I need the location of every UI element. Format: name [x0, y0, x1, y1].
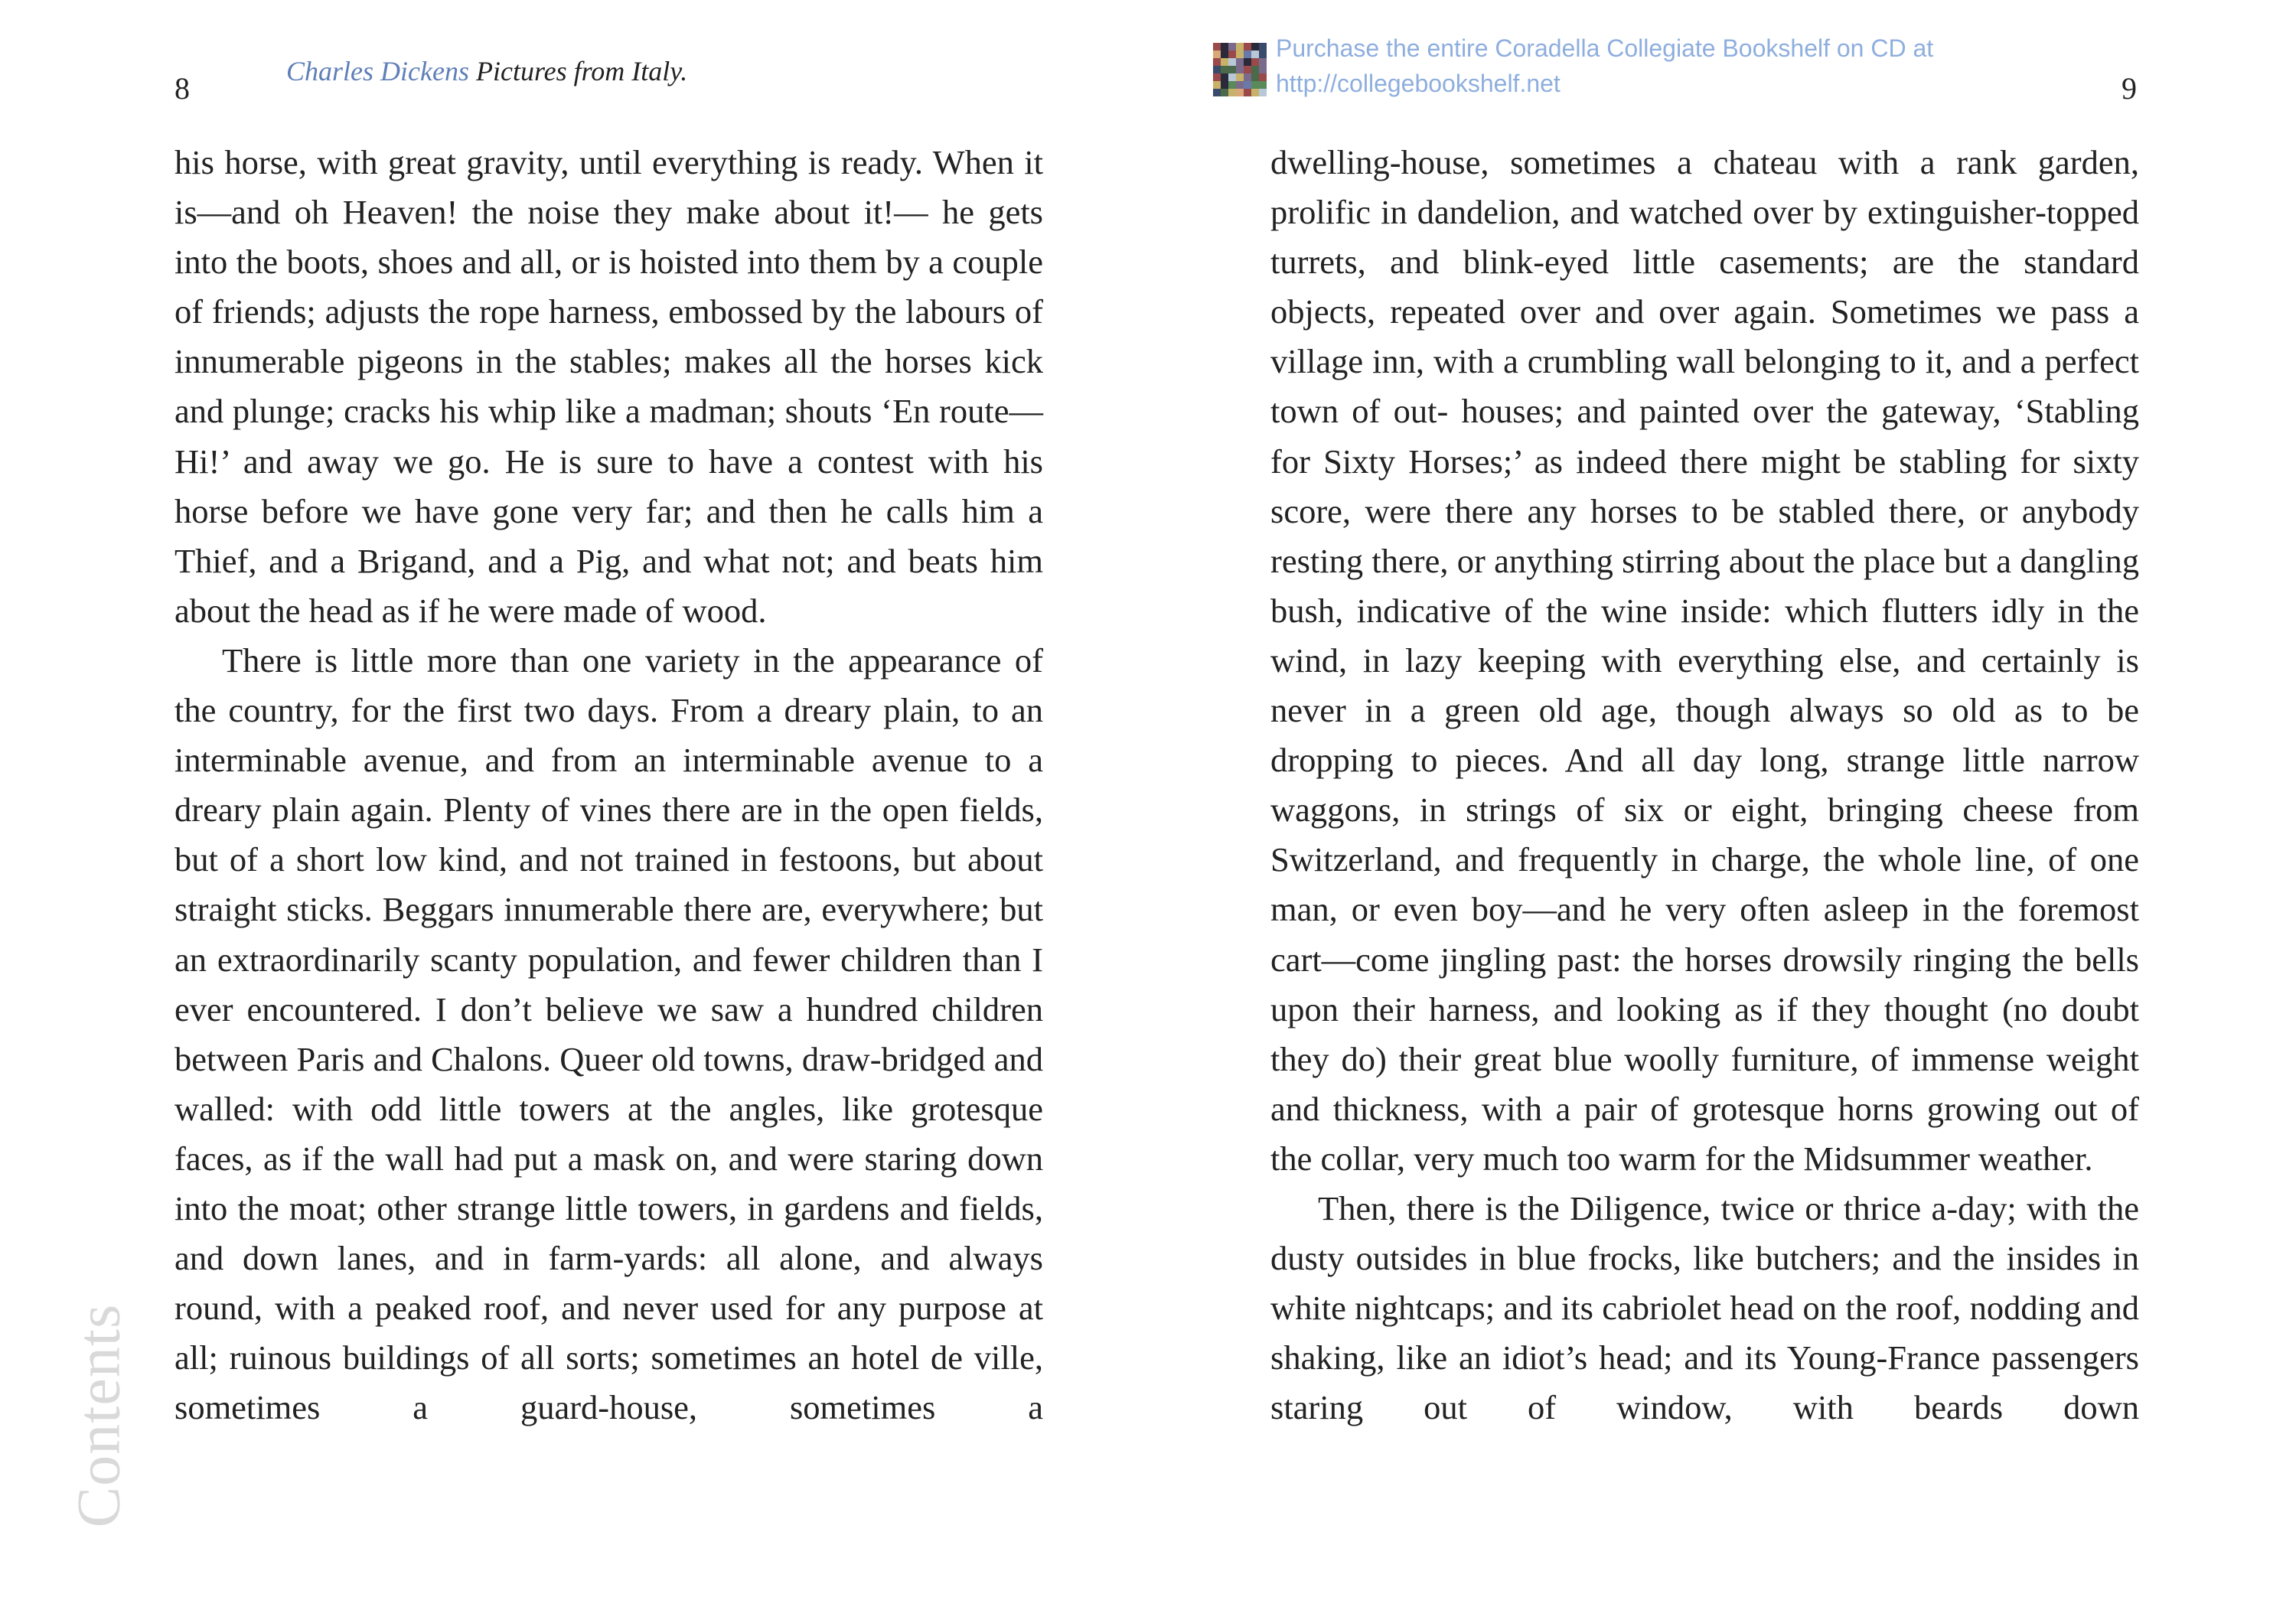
right-page — [1148, 0, 2296, 1607]
mosaic-cell — [1236, 43, 1244, 51]
mosaic-cell — [1228, 73, 1236, 81]
mosaic-cell — [1244, 51, 1251, 58]
mosaic-cell — [1221, 89, 1228, 96]
cd-mosaic-icon — [1213, 43, 1267, 96]
promo-link[interactable]: http://collegebookshelf.net — [1276, 70, 1561, 97]
mosaic-cell — [1259, 58, 1267, 66]
mosaic-cell — [1213, 89, 1221, 96]
mosaic-cell — [1213, 51, 1221, 58]
page-number-left: 8 — [174, 71, 190, 106]
mosaic-cell — [1244, 89, 1251, 96]
mosaic-cell — [1259, 43, 1267, 51]
mosaic-cell — [1236, 73, 1244, 81]
mosaic-cell — [1236, 81, 1244, 89]
right-body-text — [1270, 138, 2139, 1433]
mosaic-cell — [1213, 43, 1221, 51]
promo-text[interactable] — [1276, 31, 1933, 101]
promo-line-1: Purchase the entire Coradella Collegiate Bookshelf on CD at — [1276, 34, 1934, 62]
mosaic-cell — [1221, 58, 1228, 66]
mosaic-cell — [1221, 51, 1228, 58]
mosaic-cell — [1251, 81, 1259, 89]
mosaic-cell — [1236, 66, 1244, 73]
mosaic-cell — [1228, 58, 1236, 66]
mosaic-cell — [1251, 89, 1259, 96]
mosaic-cell — [1213, 81, 1221, 89]
mosaic-cell — [1251, 58, 1259, 66]
running-head-author[interactable]: Charles Dickens — [286, 56, 469, 86]
mosaic-cell — [1251, 51, 1259, 58]
mosaic-cell — [1259, 89, 1267, 96]
mosaic-cell — [1236, 51, 1244, 58]
mosaic-cell — [1244, 73, 1251, 81]
mosaic-cell — [1213, 66, 1221, 73]
mosaic-cell — [1213, 73, 1221, 81]
mosaic-cell — [1221, 81, 1228, 89]
mosaic-cell — [1259, 73, 1267, 81]
mosaic-cell — [1251, 73, 1259, 81]
page-number-right: 9 — [2122, 71, 2137, 106]
left-body-text — [174, 138, 1043, 1433]
mosaic-cell — [1244, 66, 1251, 73]
mosaic-cell — [1259, 81, 1267, 89]
mosaic-cell — [1221, 66, 1228, 73]
mosaic-cell — [1259, 66, 1267, 73]
mosaic-cell — [1236, 89, 1244, 96]
mosaic-cell — [1221, 43, 1228, 51]
promo-banner[interactable] — [1213, 31, 2055, 97]
mosaic-cell — [1213, 58, 1221, 66]
mosaic-cell — [1259, 51, 1267, 58]
mosaic-cell — [1228, 43, 1236, 51]
paragraph: dwelling-house, sometimes a chateau with a rank garden, prolific in dandelion, and watched over by extinguisher-topped turrets, and blink-eyed little casements; are the standard objects, repeated over and over again. Sometimes we pass a village inn, with a crumbling wall belonging to it, and a perfect town of out- houses; and painted over the gateway, ‘Stabling for Sixty Horses;’ as indeed there might be stabling for sixty score, were there any horses to be stabled there, or anybody resting there, or anything stirring about the place but a dangling bush, indicative of the wine inside: which flutters idly in the wind, in lazy keeping with everything else, and certainly is never in a green old age, though always so old as to be dropping to pieces. And all day long, strange little narrow waggons, in strings of six or eight, bringing cheese from Switzerland, and frequently in charge, the whole line, of one man, or even boy—and he very often asleep in the foremost cart—come jingling past: the horses drowsily ringing the bells upon their harness, and looking as if they thought (no doubt they do) their great blue woolly furniture, of immense weight and thickness, with a pair of grotesque horns growing out of the collar, very much too warm for the Midsummer weather. — [1270, 143, 2139, 1178]
paragraph: his horse, with great gravity, until everything is ready. When it is—and oh Heaven! the noise they make about it!— he gets into the boots, shoes and all, or is hoisted into them by a couple of friends; adjusts the rope harness, embossed by the labours of innumerable pigeons in the stables; makes all the horses kick and plunge; cracks his whip like a madman; shouts ‘En route— Hi!’ and away we go. He is sure to have a contest with his horse before we have gone very far; and then he calls him a Thief, and a Brigand, and a Pig, and what not; and beats him about the head as if he were made of wood. — [174, 143, 1043, 630]
mosaic-cell — [1244, 43, 1251, 51]
mosaic-cell — [1228, 66, 1236, 73]
mosaic-cell — [1244, 58, 1251, 66]
mosaic-cell — [1236, 58, 1244, 66]
mosaic-cell — [1251, 43, 1259, 51]
contents-link-label: Contents — [65, 1303, 133, 1528]
paragraph: There is little more than one variety in the appearance of the country, for the first two days. From a dreary plain, to an interminable avenue, and from an interminable avenue to a dreary plain again. Plenty of vines there are in the open fields, but of a short low kind, and not trained in festoons, but about straight sticks. Beggars innumerable there are, everywhere; but an extraordinarily scanty population, and fewer children than I ever encountered. I don’t believe we saw a hundred children between Paris and Chalons. Queer old towns, draw-bridged and walled: with odd little towers at the angles, like grotesque faces, as if the wall had put a mask on, and were staring down into the moat; other strange little towers, in gardens and fields, and down lanes, and in farm-yards: all alone, and always round, with a peaked roof, and never used for any purpose at all; ruinous buildings of all sorts; sometimes an hotel de ville, sometimes a guard-house, sometimes a — [174, 641, 1043, 1427]
paragraph: Then, there is the Diligence, twice or thrice a-day; with the dusty outsides in blue frocks, like butchers; and the insides in white nightcaps; and its cabriolet head on the roof, nodding and shaking, like an idiot’s head; and its Young-France passengers staring out of window, with beards down — [1270, 1188, 2139, 1427]
contents-link[interactable] — [65, 1293, 133, 1538]
running-head — [286, 55, 687, 88]
mosaic-cell — [1244, 81, 1251, 89]
mosaic-cell — [1228, 81, 1236, 89]
running-head-title: Pictures from Italy. — [475, 56, 688, 86]
mosaic-cell — [1228, 51, 1236, 58]
mosaic-cell — [1221, 73, 1228, 81]
mosaic-cell — [1228, 89, 1236, 96]
mosaic-cell — [1251, 66, 1259, 73]
